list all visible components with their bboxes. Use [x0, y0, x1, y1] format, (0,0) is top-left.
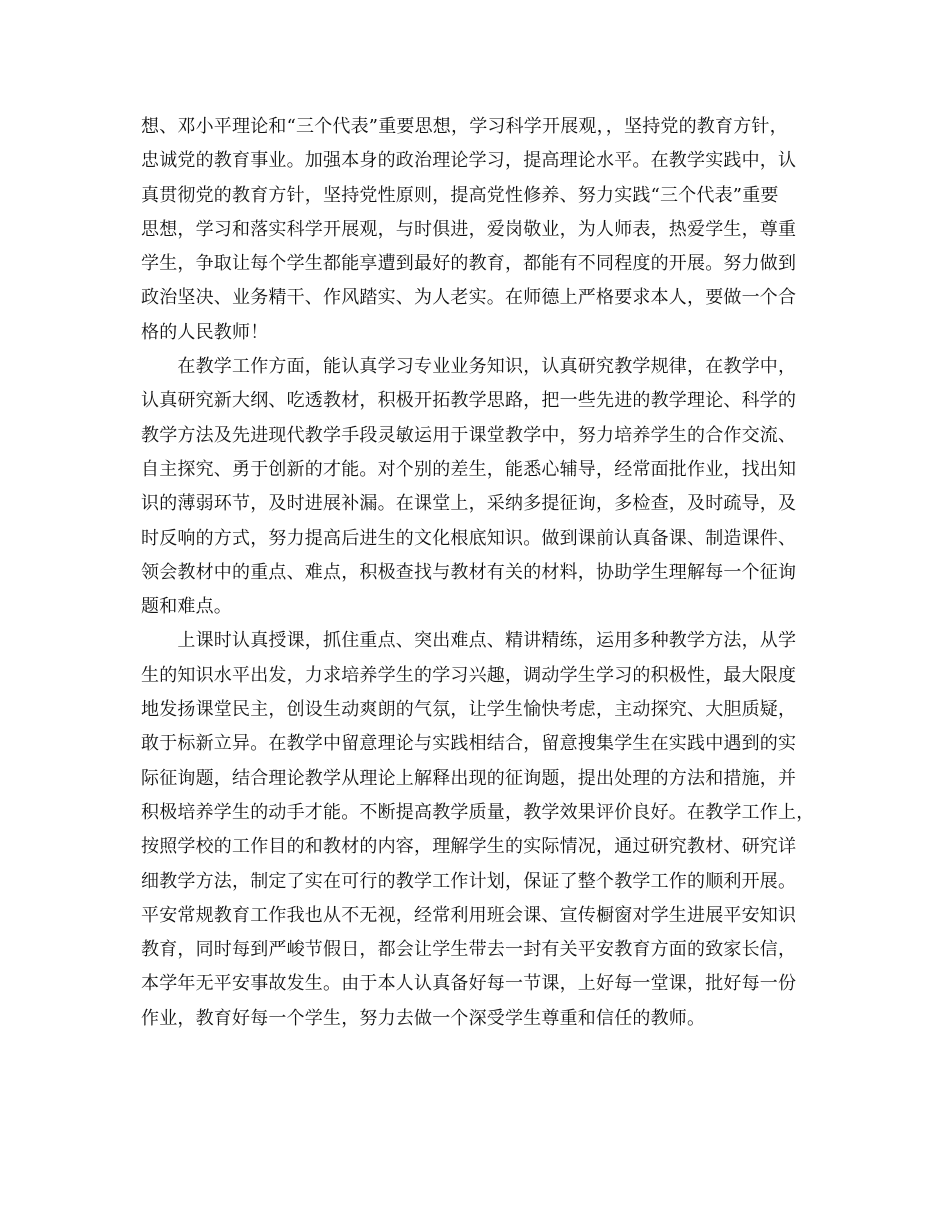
text-line: 本学年无平安事故发生。由于本人认真备好每一节课，上好每一堂课，批好每一份	[141, 973, 797, 995]
text-line: 地发扬课堂民主，创设生动爽朗的气氛，让学生愉快考虑，主动探究、大胆质疑，	[141, 699, 797, 721]
text-line: 教育，同时每到严峻节假日，都会让学生带去一封有关平安教育方面的致家长信，	[141, 939, 797, 961]
text-line: 想、邓小平理论和“三个代表”重要思想，学习科学开展观，，坚持党的教育方针，	[141, 116, 788, 137]
text-line: 按照学校的工作目的和教材的内容，理解学生的实际情况，通过研究教材、研究详	[141, 836, 797, 858]
text-line: 教学方法及先进现代教学手段灵敏运用于课堂教学中，努力培养学生的合作交流、	[141, 424, 797, 446]
text-line: 在教学工作方面，能认真学习专业业务知识，认真研究教学规律，在教学中，	[141, 356, 797, 378]
text-line: 生的知识水平出发，力求培养学生的学习兴趣，调动学生学习的积极性，最大限度	[141, 664, 797, 686]
text-line: 格的人民教师！	[141, 321, 269, 343]
text-line: 积极培养学生的动手才能。不断提高教学质量，教学效果评价良好。在教学工作上，	[141, 801, 815, 823]
text-line: 际征询题，结合理论教学从理论上解释出现的征询题，提出处理的方法和措施，并	[141, 767, 797, 789]
text-line: 认真研究新大纲、吃透教材，积极开拓教学思路，把一些先进的教学理论、科学的	[141, 390, 797, 412]
text-line: 平安常规教育工作我也从不无视，经常利用班会课、宣传橱窗对学生进展平安知识	[141, 904, 797, 926]
text-line: 自主探究、勇于创新的才能。对个别的差生，能悉心辅导，经常面批作业，找出知	[141, 458, 797, 480]
paragraph-2	[141, 350, 829, 624]
text-line: 学生，争取让每个学生都能享遭到最好的教育，都能有不同程度的开展。努力做到	[141, 253, 797, 275]
text-line: 领会教材中的重点、难点，积极查找与教材有关的材料，协助学生理解每一个征询	[141, 561, 797, 583]
text-line: 识的薄弱环节，及时进展补漏。在课堂上，采纳多提征询，多检查，及时疏导，及	[141, 493, 797, 515]
text-line: 真贯彻党的教育方针，坚持党性原则，提高党性修养、努力实践“三个代表”重要	[141, 184, 779, 206]
document-body	[141, 110, 829, 1036]
text-line: 题和难点。	[141, 596, 232, 618]
text-line: 时反响的方式，努力提高后进生的文化根底知识。做到课前认真备课、制造课件、	[141, 527, 797, 549]
text-line: 政治坚决、业务精干、作风踏实、为人老实。在师德上严格要求本人，要做一个合	[141, 287, 797, 309]
text-line: 细教学方法，制定了实在可行的教学工作计划，保证了整个教学工作的顺利开展。	[141, 870, 797, 892]
text-line: 思想，学习和落实科学开展观，与时俱进，爱岗敬业，为人师表，热爱学生，尊重	[141, 218, 797, 240]
text-line: 忠诚党的教育事业。加强本身的政治理论学习，提高理论水平。在教学实践中，认	[141, 150, 797, 172]
text-line: 敢于标新立异。在教学中留意理论与实践相结合，留意搜集学生在实践中遇到的实	[141, 733, 797, 755]
paragraph-1	[141, 110, 829, 350]
paragraph-3	[141, 624, 829, 1036]
text-line: 上课时认真授课，抓住重点、突出难点、精讲精练，运用多种教学方法，从学	[141, 630, 797, 652]
text-line: 作业，教育好每一个学生，努力去做一个深受学生尊重和信任的教师。	[141, 1007, 706, 1029]
